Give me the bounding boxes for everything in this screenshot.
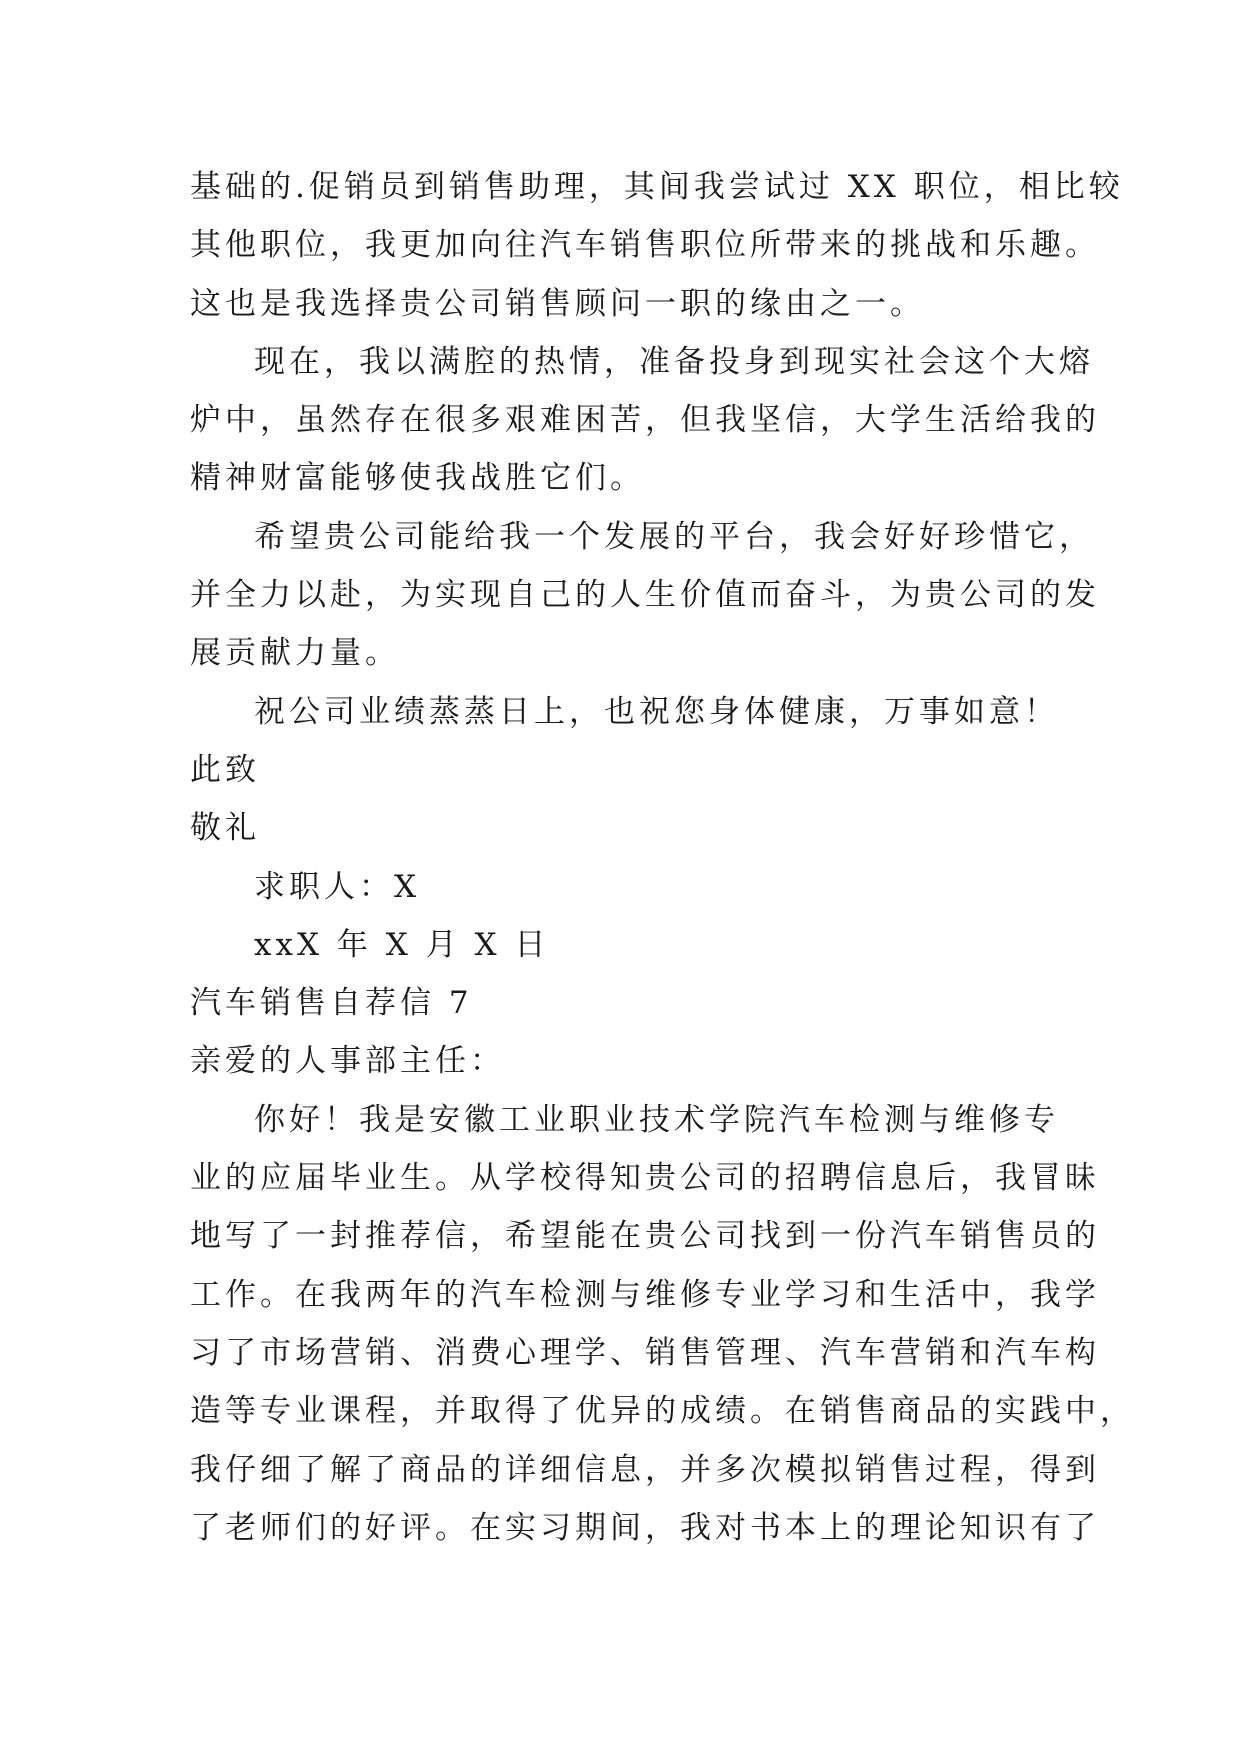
text-line: 造等专业课程，并取得了优异的成绩。在销售商品的实践中， <box>190 1393 1135 1430</box>
text-line: 工作。在我两年的汽车检测与维修专业学习和生活中，我学 <box>190 1276 1100 1313</box>
paragraph-start-line: 现在，我以满腔的热情，准备投身到现实社会这个大熔 <box>254 343 1094 380</box>
letter-body <box>190 158 1135 1557</box>
date-line: xxX 年 X 月 X 日 <box>254 926 550 963</box>
text-line: 展贡献力量。 <box>190 635 400 672</box>
text-line: 其他职位，我更加向往汽车销售职位所带来的挑战和乐趣。 <box>190 227 1100 264</box>
text-line: 并全力以赴，为实现自己的人生价值而奋斗，为贵公司的发 <box>190 577 1100 614</box>
closing-wish-line: 祝公司业绩蒸蒸日上，也祝您身体健康，万事如意！ <box>254 693 1059 730</box>
salutation-line: 敬礼 <box>190 810 260 847</box>
text-line: 地写了一封推荐信，希望能在贵公司找到一份汽车销售员的 <box>190 1218 1100 1255</box>
text-line: 这也是我选择贵公司销售顾问一职的缘由之一。 <box>190 285 925 322</box>
text-line: 习了市场营销、消费心理学、销售管理、汽车营销和汽车构 <box>190 1334 1100 1371</box>
paragraph-start-line: 希望贵公司能给我一个发展的平台，我会好好珍惜它， <box>254 518 1094 555</box>
text-line: 了老师们的好评。在实习期间，我对书本上的理论知识有了 <box>190 1509 1100 1546</box>
text-line: 炉中，虽然存在很多艰难困苦，但我坚信，大学生活给我的 <box>190 402 1100 439</box>
greeting-line: 亲爱的人事部主任： <box>190 1043 505 1080</box>
text-line: 精神财富能够使我战胜它们。 <box>190 460 645 497</box>
salutation-line: 此致 <box>190 751 260 788</box>
text-line: 业的应届毕业生。从学校得知贵公司的招聘信息后，我冒昧 <box>190 1160 1100 1197</box>
section-heading: 汽车销售自荐信 7 <box>190 985 473 1022</box>
paragraph-start-line: 你好！我是安徽工业职业技术学院汽车检测与维修专 <box>254 1101 1059 1138</box>
text-line: 基础的.促销员到销售助理，其间我尝试过 XX 职位，相比较 <box>190 169 1124 205</box>
text-line: 我仔细了解了商品的详细信息，并多次模拟销售过程，得到 <box>190 1451 1100 1488</box>
signature-line: 求职人：X <box>254 868 421 905</box>
